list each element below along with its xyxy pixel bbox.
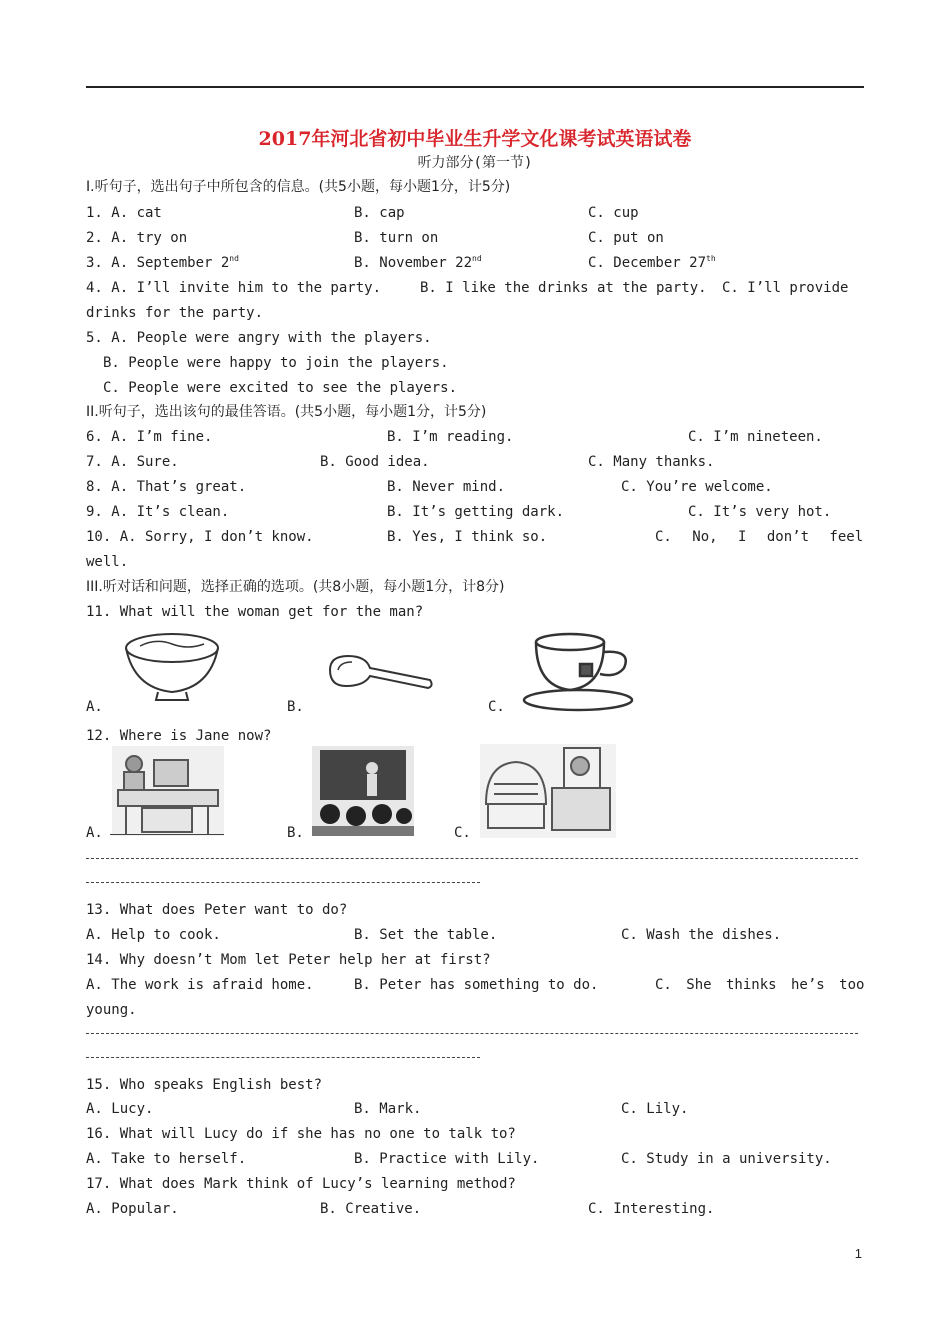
- q9-option-b: B. It’s getting dark.: [387, 504, 565, 520]
- q14-question: 14. Why doesn’t Mom let Peter help her at first?: [86, 952, 491, 968]
- q7-option-c: C. Many thanks.: [588, 454, 715, 470]
- q1-option-a: 1. A. cat: [86, 205, 162, 221]
- q15-option-a: A. Lucy.: [86, 1101, 154, 1117]
- q13-question: 13. What does Peter want to do?: [86, 902, 348, 918]
- page-number: 1: [854, 1246, 862, 1261]
- q1-option-b: B. cap: [354, 205, 405, 221]
- q1-option-c: C. cup: [588, 205, 639, 221]
- q11-option-a: A.: [86, 699, 103, 715]
- q12-option-b: B.: [287, 825, 304, 841]
- spoon-icon: [326, 648, 436, 692]
- section-3-heading: III.听对话和问题，选择正确的选项。(共8小题，每小题1分，计8分): [86, 579, 505, 595]
- exam-subtitle: 听力部分(第一节): [417, 155, 533, 171]
- office-picture: [112, 746, 224, 836]
- q14-option-c: C. She thinks he’s too: [655, 977, 865, 993]
- q7-option-a: 7. A. Sure.: [86, 454, 179, 470]
- section-1-heading: I.听句子，选出句子中所包含的信息。(共5小题，每小题1分，计5分): [86, 179, 511, 195]
- q2-option-a: 2. A. try on: [86, 230, 188, 246]
- q3-option-b: B. November 22nd: [354, 254, 482, 271]
- q13-option-b: B. Set the table.: [354, 927, 498, 943]
- q4-option-b: B. I like the drinks at the party.: [420, 280, 707, 296]
- q11-option-c: C.: [488, 699, 505, 715]
- top-rule: [86, 86, 864, 88]
- q2-option-c: C. put on: [588, 230, 664, 246]
- q16-option-a: A. Take to herself.: [86, 1151, 247, 1167]
- q10-option-b: B. Yes, I think so.: [387, 529, 548, 545]
- dashed-divider: [86, 1033, 858, 1034]
- exam-title: 2017年河北省初中毕业生升学文化课考试英语试卷: [258, 128, 692, 150]
- section-2-heading: II.听句子，选出该句的最佳答语。(共5小题，每小题1分，计5分): [86, 404, 487, 420]
- q6-option-b: B. I’m reading.: [387, 429, 514, 445]
- q14-option-c-continued: young.: [86, 1002, 137, 1018]
- q12-option-a: A.: [86, 825, 103, 841]
- q5-option-b: B. People were happy to join the players.: [103, 355, 449, 371]
- q7-option-b: B. Good idea.: [320, 454, 430, 470]
- q11-question: 11. What will the woman get for the man?: [86, 604, 424, 620]
- q15-option-b: B. Mark.: [354, 1101, 422, 1117]
- q12-option-c: C.: [454, 825, 471, 841]
- q17-option-c: C. Interesting.: [588, 1201, 715, 1217]
- q9-option-c: C. It’s very hot.: [688, 504, 832, 520]
- q14-option-a: A. The work is afraid home.: [86, 977, 314, 993]
- q8-option-c: C. You’re welcome.: [621, 479, 773, 495]
- q13-option-a: A. Help to cook.: [86, 927, 221, 943]
- q10-option-c-continued: well.: [86, 554, 129, 570]
- q10-option-a: 10. A. Sorry, I don’t know.: [86, 529, 314, 545]
- q10-option-c: C. No, I don’t feel: [655, 529, 864, 545]
- q4-option-c: C. I’ll provide: [722, 280, 849, 296]
- dashed-divider: [86, 858, 858, 859]
- q16-option-b: B. Practice with Lily.: [354, 1151, 540, 1167]
- q15-option-c: C. Lily.: [621, 1101, 689, 1117]
- q3-option-a: 3. A. September 2nd: [86, 254, 239, 271]
- q8-option-a: 8. A. That’s great.: [86, 479, 247, 495]
- q17-option-b: B. Creative.: [320, 1201, 422, 1217]
- q17-option-a: A. Popular.: [86, 1201, 179, 1217]
- q4-option-a: 4. A. I’ll invite him to the party.: [86, 280, 382, 296]
- cup-icon: [520, 628, 636, 712]
- q4-option-c-continued: drinks for the party.: [86, 305, 264, 321]
- q9-option-a: 9. A. It’s clean.: [86, 504, 230, 520]
- q12-a-underline: [110, 834, 224, 835]
- q16-option-c: C. Study in a university.: [621, 1151, 832, 1167]
- q11-option-b: B.: [287, 699, 304, 715]
- q8-option-b: B. Never mind.: [387, 479, 506, 495]
- q14-option-b: B. Peter has something to do.: [354, 977, 599, 993]
- q5-option-c: C. People were excited to see the players.: [103, 380, 458, 396]
- q13-option-c: C. Wash the dishes.: [621, 927, 782, 943]
- q12-question: 12. Where is Jane now?: [86, 728, 272, 744]
- q16-question: 16. What will Lucy do if she has no one to talk to?: [86, 1126, 516, 1142]
- q6-option-c: C. I’m nineteen.: [688, 429, 823, 445]
- q6-option-a: 6. A. I’m fine.: [86, 429, 213, 445]
- q2-option-b: B. turn on: [354, 230, 439, 246]
- q17-question: 17. What does Mark think of Lucy’s learning method?: [86, 1176, 516, 1192]
- classroom-picture: [312, 746, 414, 836]
- dashed-divider: [86, 882, 480, 883]
- bowl-icon: [120, 628, 224, 702]
- q15-question: 15. Who speaks English best?: [86, 1077, 323, 1093]
- q5-option-a: 5. A. People were angry with the players.: [86, 330, 432, 346]
- dashed-divider: [86, 1057, 480, 1058]
- q3-option-c: C. December 27th: [588, 254, 716, 271]
- living-room-picture: [480, 744, 616, 838]
